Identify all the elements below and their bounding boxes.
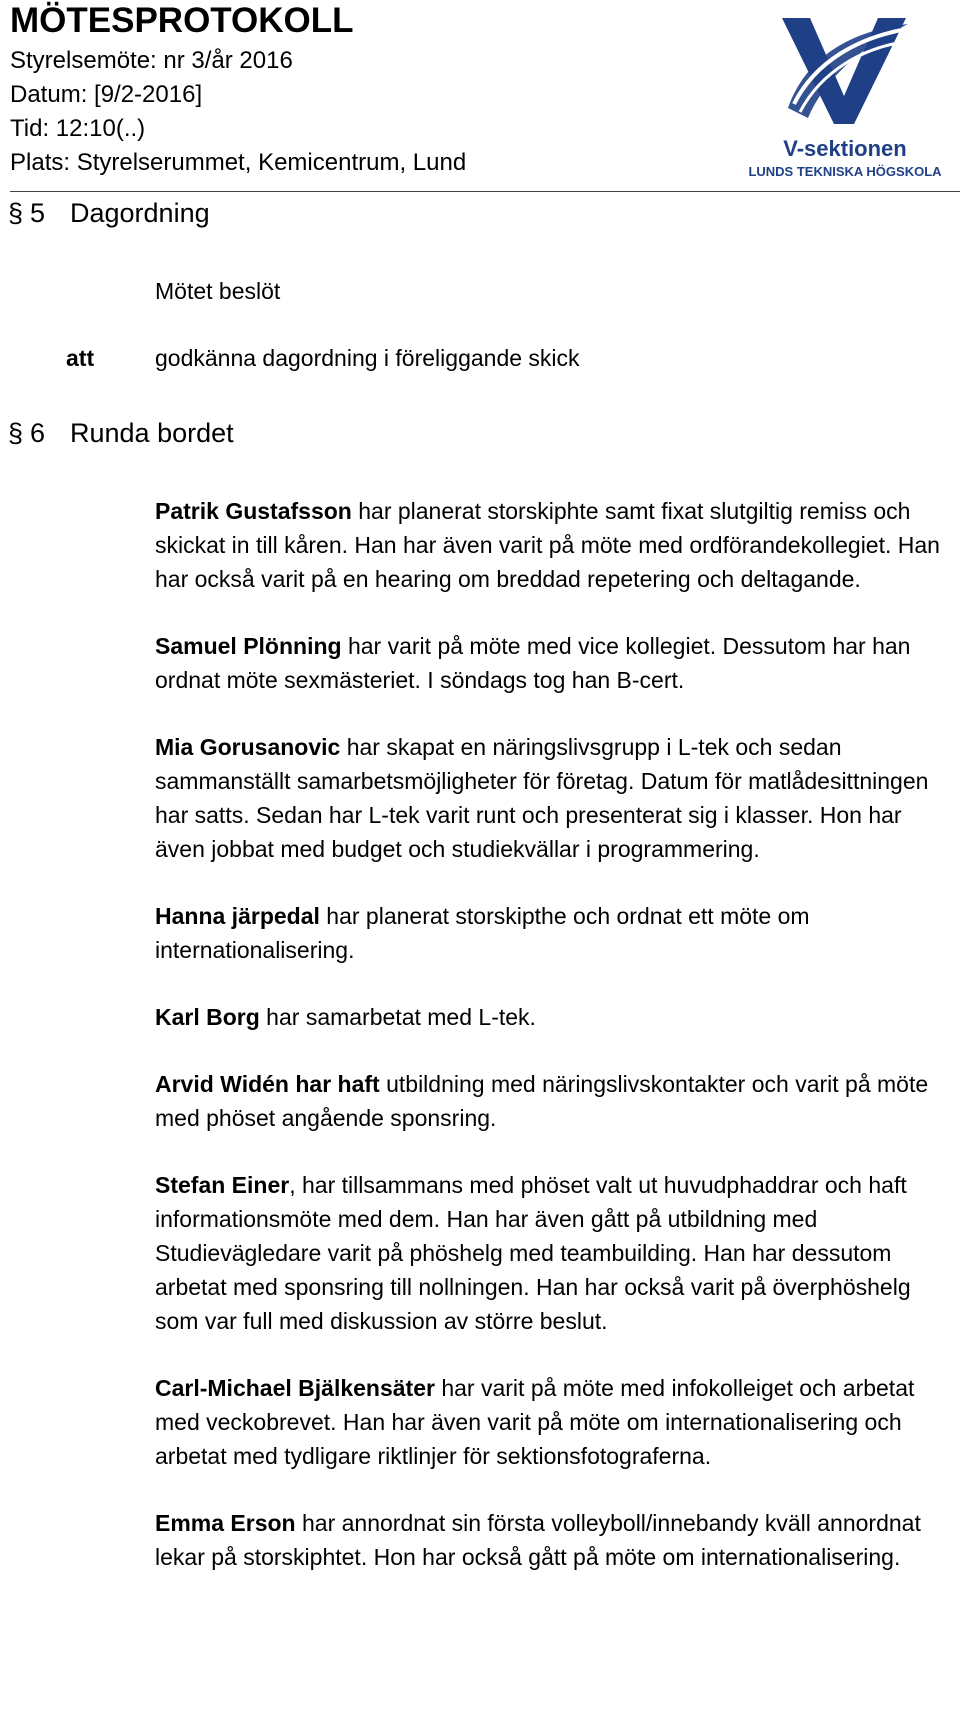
section-sign: § (8, 198, 24, 228)
entry-paragraph (155, 1371, 955, 1473)
meeting-time: Tid: 12:10(..) (10, 115, 146, 142)
entry-text: utbildning med näringslivskontakter och varit på möte med phöset angående sponsring. (155, 1071, 929, 1131)
section-number: 6 (30, 418, 46, 448)
entry-text: har planerat storskipthe och ordnat ett möte om internationalisering. (155, 903, 810, 963)
section-6-heading (8, 416, 234, 450)
section-title: Dagordning (70, 198, 210, 228)
decision-intro: Mötet beslöt (155, 278, 281, 304)
entry-name: Carl-Michael Bjälkensäter (155, 1375, 435, 1401)
section-title: Runda bordet (70, 418, 234, 448)
section-5-heading (8, 196, 210, 230)
entry-text: har planerat storskiphte samt fixat slutgiltig remiss och skickat in till kåren. Han har även varit på möte med ordförandekollegiet. Han har också varit på en hearing om breddad repetering och deltagande. (155, 498, 940, 592)
entry-paragraph (155, 730, 955, 866)
entry-name: Karl Borg (155, 1004, 260, 1030)
entry-text: har skapat en näringslivsgrupp i L-tek och sedan sammanställt samarbetsmöjligheter för företag. Datum för matlådesittningen har satts. Sedan har L-tek varit runt och presenterat sig i klasser. Hon har även jobbat med budget och studiekvällar i programmering. (155, 734, 929, 862)
entry-text: har samarbetat med L-tek. (259, 1004, 536, 1030)
round-table-entries (155, 494, 955, 1607)
entry-paragraph (155, 1168, 955, 1338)
entry-paragraph (155, 1000, 955, 1034)
header-divider (10, 191, 960, 192)
entry-name: Mia Gorusanovic (155, 734, 341, 760)
entry-name: Hanna järpedal (155, 903, 320, 929)
v-sektionen-logo (725, 8, 960, 180)
entry-paragraph (155, 1506, 955, 1574)
entry-name: Arvid Widén har haft (155, 1071, 380, 1097)
entry-paragraph (155, 899, 955, 967)
entry-paragraph (155, 494, 955, 596)
att-label: att (66, 345, 95, 371)
entry-name: Stefan Einer (155, 1172, 290, 1198)
entry-text: har varit på möte med vice kollegiet. Dessutom har han ordnat möte sexmästeriet. I söndags tog han B-cert. (155, 633, 911, 693)
entry-paragraph (155, 629, 955, 697)
meeting-number: Styrelsemöte: nr 3/år 2016 (10, 47, 293, 74)
meeting-date: Datum: [9/2-2016] (10, 81, 203, 108)
meeting-place: Plats: Styrelserummet, Kemicentrum, Lund (10, 149, 467, 176)
document-title: MÖTESPROTOKOLL (10, 1, 354, 40)
v-emblem-icon (780, 12, 910, 130)
logo-subtitle: LUNDS TEKNISKA HÖGSKOLA (748, 164, 942, 179)
document-header (10, 0, 950, 193)
entry-text: har varit på möte med infokolleiget och arbetat med veckobrevet. Han har även varit på möte om internationalisering och arbetat med tydligare riktlinjer för sektionsfotograferna. (155, 1375, 915, 1469)
entry-name: Emma Erson (155, 1510, 296, 1536)
entry-text: har annordnat sin första volleyboll/innebandy kväll annordnat lekar på storskiphtet. Hon har också gått på möte om internationalisering. (155, 1510, 921, 1570)
entry-name: Patrik Gustafsson (155, 498, 352, 524)
entry-name: Samuel Plönning (155, 633, 342, 659)
section-sign: § (8, 418, 24, 448)
entry-paragraph (155, 1067, 955, 1135)
decision-text: godkänna dagordning i föreliggande skick (155, 345, 580, 371)
section-number: 5 (30, 198, 46, 228)
entry-text: , har tillsammans med phöset valt ut huvudphaddrar och haft informationsmöte med dem. Han har även gått på utbildning med Studievägledare varit på phöshelg med teambuilding. Han har dessutom arbetat med sponsring till nollningen. Han har också varit på överphöshelg som var full med diskussion av större beslut. (155, 1172, 911, 1334)
logo-name: V-sektionen (783, 136, 907, 161)
